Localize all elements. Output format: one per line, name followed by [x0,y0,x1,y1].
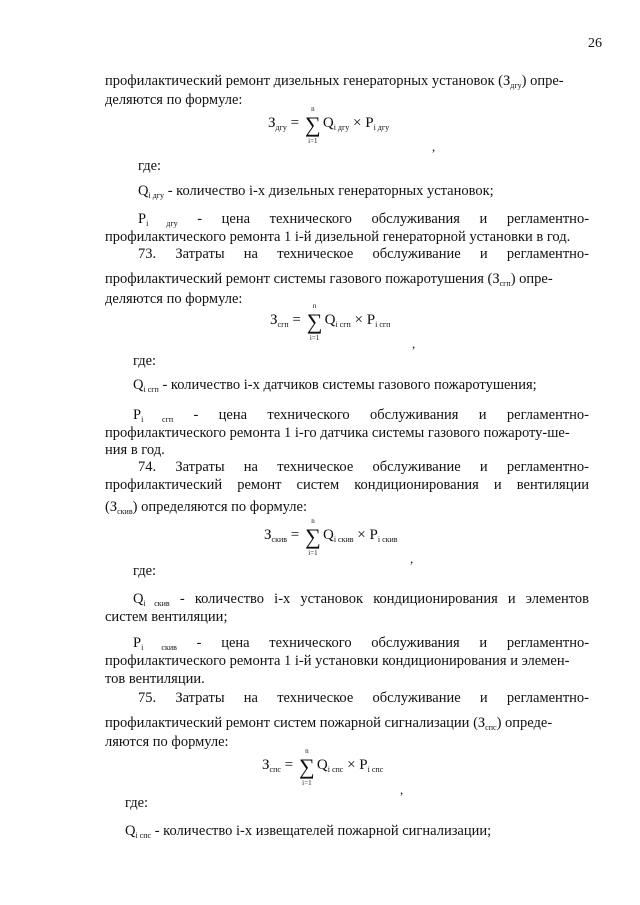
symbol: $P_{i дгу}$ [138,211,178,228]
text-line: деляются по формуле: [105,92,243,108]
text-line: 73. Затраты на техническое обслуживание и регламентно- [138,246,589,262]
symbol: $З_{сгп}$ [492,271,511,288]
text-line: $Q_{i спс}$ - количество i-х извещателей пожарной сигнализации; [125,823,492,840]
text-line: $P_{i скив}$ - цена технического обслуживания и регламентно- [133,635,590,652]
text-line: профилактического ремонта 1 i-й установки кондиционирования и элемен- [105,653,570,669]
text-line: профилактический ремонт систем кондиционирования и вентиляции [105,477,589,493]
sum-symbol: ∑ n i=1 [305,105,321,145]
text-line: профилактического ремонта 1 i-го датчика системы газового пожароту-ше- [105,425,570,441]
text-line: систем вентиляции; [105,609,228,625]
formula: $З_{сгп}$ = ∑ n i=1 $Q_{i сгп} \times P_{i сгп}$ [270,302,391,342]
where-label: где: [125,795,149,811]
text-line: деляются по формуле: [105,291,243,307]
symbol: $Q_{i скив}$ [133,591,170,608]
text-line: ляются по формуле: [105,734,229,750]
text: профилактический ремонт дизельных генераторных установок ( [105,73,503,89]
text-line: тов вентиляции. [105,671,205,687]
sum-symbol: ∑ n i=1 [305,517,321,557]
text-line: 75. Затраты на техническое обслуживание и регламентно- [138,690,589,706]
symbol: $Q_{i сгп}$ [133,377,159,394]
text-line: $P_{i дгу}$ - цена технического обслуживания и регламентно- [138,211,590,228]
symbol: $Q_{i спс}$ [125,823,152,840]
symbol: $З_{дгу}$ [502,73,522,90]
text-line: $Q_{i дгу}$ - количество i-х дизельных генераторных установок; [138,183,494,200]
symbol: $P_{i скив}$ [133,635,177,652]
where-label: где: [133,563,157,579]
text-line: профилактический ремонт системы газового пожаротушения $(З_{сгп})$ опре- [105,271,553,288]
comma: , [400,782,404,797]
text-line: $(З_{скив})$ определяются по формуле: [105,499,307,516]
sum-symbol: ∑ n i=1 [306,302,323,342]
symbol: $Q_{i дгу}$ [138,183,165,200]
symbol: $З_{скив}$ [109,499,133,516]
comma: , [410,551,414,566]
comma: , [412,336,416,351]
page-number: 26 [588,36,602,51]
comma: , [432,139,436,154]
text-line: 74. Затраты на техническое обслуживание и регламентно- [138,459,589,475]
sum-symbol: ∑ n i=1 [299,747,315,787]
where-label: где: [138,158,162,174]
symbol: $P_{i сгп}$ [133,407,174,424]
text-line: профилактический ремонт систем пожарной сигнализации $(З_{спс})$ опреде- [105,715,553,732]
text-line: профилактического ремонта 1 i-й дизельной генераторной установки в год. [105,229,571,245]
formula: $З_{спс}$ = ∑ n i=1 $Q_{i спс} \times P_{i спс}$ [262,747,384,787]
text-line: $P_{i сгп}$ - цена технического обслуживания и регламентно- [133,407,590,424]
symbol: $З_{спс}$ [477,715,497,732]
where-label: где: [133,353,157,369]
text-line: $Q_{i скив}$ - количество i-х установок кондиционирования и элементов [133,591,590,608]
formula: $З_{скив}$ = ∑ n i=1 $Q_{i скив} \times P_{i скив}$ [264,517,398,557]
text-line: ния в год. [105,442,165,458]
text: ) опре- [521,73,564,89]
text-line: $Q_{i сгп}$ - количество i-х датчиков системы газового пожаротушения; [133,377,537,394]
formula: $З_{дгу}$ = ∑ n i=1 $Q_{i дгу} \times P_{i дгу}$ [268,105,390,145]
